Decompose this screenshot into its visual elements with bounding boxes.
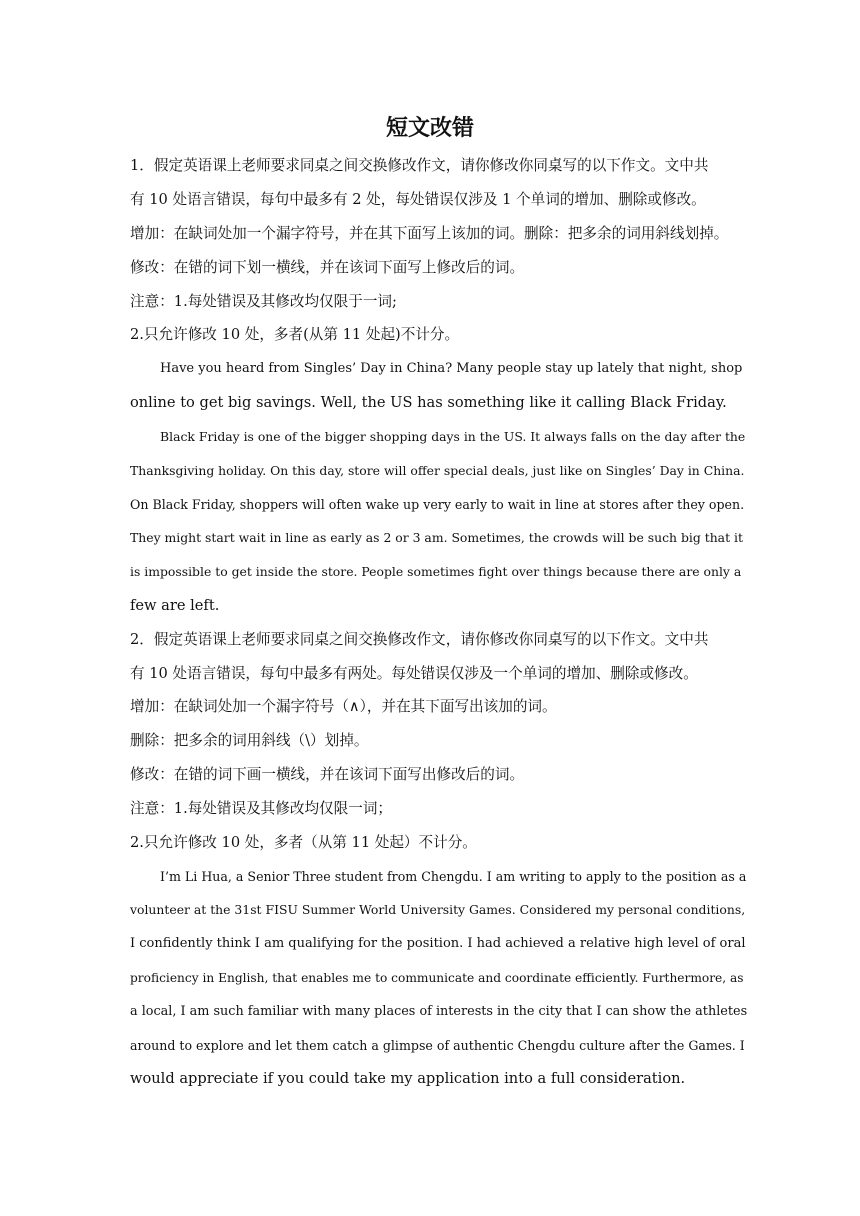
section2-instruction-line: 2.只允许修改 10 处，多者（从第 11 处起）不计分。 (130, 834, 477, 851)
section1-instruction-line: 注意：1.每处错误及其修改均仅限于一词; (130, 293, 397, 310)
section2-passage-line: I confidently think I am qualifying for the position. I had achieved a relative high level of oral (130, 936, 746, 951)
document-title: 短文改错 (385, 115, 474, 141)
section1-passage-line: Have you heard from Singles’ Day in China? Many people stay up lately that night, shop (160, 361, 743, 376)
section2-passage-line: volunteer at the 31st FISU Summer World University Games. Considered my personal conditions, (130, 902, 746, 917)
section1-passage-line: Black Friday is one of the bigger shopping days in the US. It always falls on the day after the (160, 429, 746, 444)
section1-instruction-line: 1．假定英语课上老师要求同桌之间交换修改作文，请你修改你同桌写的以下作文。文中共 (130, 157, 709, 174)
section1-passage-line: On Black Friday, shoppers will often wake up very early to wait in line at stores after they open. (130, 497, 745, 512)
section1-instruction-line: 2.只允许修改 10 处，多者(从第 11 处起)不计分。 (130, 326, 460, 343)
section2-passage-line: a local, I am such familiar with many places of interests in the city that I can show the athletes (130, 1004, 748, 1019)
section2-passage-line: around to explore and let them catch a glimpse of authentic Chengdu culture after the Games. I (130, 1038, 745, 1053)
section1-passage-line: Thanksgiving holiday. On this day, store will offer special deals, just like on Singles’ Day in China. (130, 463, 745, 478)
section2-instruction-line: 删除：把多余的词用斜线（\）划掉。 (130, 732, 369, 749)
section1-instruction-line: 增加：在缺词处加一个漏字符号，并在其下面写上该加的词。删除：把多余的词用斜线划掉。 (130, 225, 729, 242)
section2-instruction-line: 注意：1.每处错误及其修改均仅限一词； (130, 800, 393, 817)
section2-instruction-line: 增加：在缺词处加一个漏字符号（∧），并在其下面写出该加的词。 (130, 698, 557, 715)
section2-instruction-line: 有 10 处语言错误，每句中最多有两处。每处错误仅涉及一个单词的增加、删除或修改。 (130, 665, 698, 682)
section1-passage-line: few are left. (130, 597, 220, 614)
section2-passage-line: would appreciate if you could take my application into a full consideration. (130, 1070, 686, 1087)
section2-instruction-line: 2．假定英语课上老师要求同桌之间交换修改作文，请你修改你同桌写的以下作文。文中共 (130, 631, 709, 648)
section1-passage-line: They might start wait in line as early as 2 or 3 am. Sometimes, the crowds will be such big that it (130, 530, 743, 545)
section2-instruction-line: 修改：在错的词下画一横线，并在该词下面写出修改后的词。 (130, 766, 525, 783)
section2-passage-line: I’m Li Hua, a Senior Three student from Chengdu. I am writing to apply to the position as a (160, 869, 747, 884)
section1-passage-line: online to get big savings. Well, the US has something like it calling Black Friday. (130, 394, 727, 411)
section1-passage-line: is impossible to get inside the store. People sometimes fight over things because there are only a (130, 564, 742, 579)
section1-instruction-line: 有 10 处语言错误，每句中最多有 2 处，每处错误仅涉及 1 个单词的增加、删除或修改。 (130, 191, 706, 208)
section2-passage-line: proficiency in English, that enables me to communicate and coordinate efficiently. Furthermore, as (130, 971, 744, 985)
section1-instruction-line: 修改：在错的词下划一横线，并在该词下面写上修改后的词。 (130, 259, 525, 276)
